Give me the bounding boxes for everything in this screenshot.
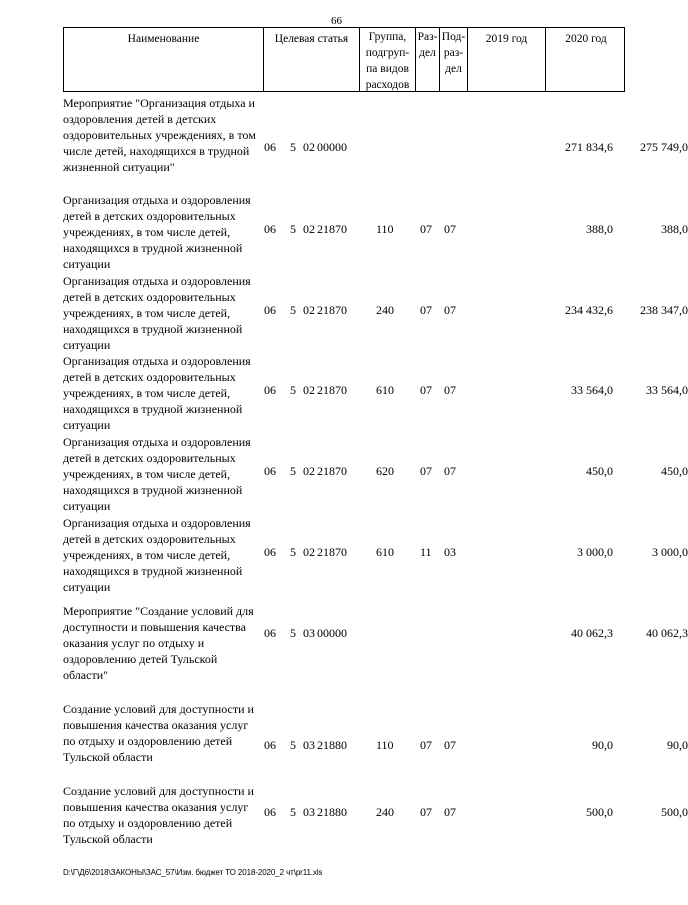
row-t4: 21880 (317, 738, 347, 752)
row-section: 11 (420, 545, 432, 559)
row-v2019: 234 432,6 (565, 303, 613, 317)
row-t2: 5 (290, 464, 296, 478)
row-section: 07 (420, 805, 432, 819)
row-v2019: 271 834,6 (565, 140, 613, 154)
header-name: Наименование (64, 28, 264, 91)
row-v2019: 33 564,0 (571, 383, 613, 397)
row-sub: 07 (444, 303, 456, 317)
row-v2020: 275 749,0 (640, 140, 688, 154)
row-t3: 02 (303, 383, 315, 397)
row-t2: 5 (290, 545, 296, 559)
row-t2: 5 (290, 738, 296, 752)
row-t4: 21870 (317, 383, 347, 397)
row-t3: 02 (303, 464, 315, 478)
row-name: Организация отдыха и оздоровления детей в детских оздоровительных учреждениях, в том числе детей, находящихся в трудной жизненной ситуации (63, 193, 251, 271)
row-t4: 00000 (317, 626, 347, 640)
header-2020: 2020 год (565, 33, 607, 45)
row-v2020: 33 564,0 (646, 383, 688, 397)
row-t1: 06 (264, 303, 276, 317)
row-v2020: 500,0 (661, 805, 688, 819)
row-t2: 5 (290, 383, 296, 397)
row-section: 07 (420, 222, 432, 236)
row-t4: 21870 (317, 545, 347, 559)
row-v2019: 40 062,3 (571, 626, 613, 640)
row-name: Мероприятие "Создание условий для доступности и повышения качества оказания услуг по отдыху и оздоровлению детей Тульской области" (63, 604, 254, 682)
row-v2020: 40 062,3 (646, 626, 688, 640)
row-t4: 21870 (317, 222, 347, 236)
row-v2020: 3 000,0 (652, 545, 688, 559)
page-number: 66 (331, 15, 342, 27)
row-section: 07 (420, 303, 432, 317)
row-t1: 06 (264, 545, 276, 559)
file-path-footer: D:\Г\Д6\2018\ЗАКОНЫ\ЗАС_57\Изм. бюджет ТО 2018-2020_2 чт\pr11.xls (63, 868, 323, 877)
row-t4: 21880 (317, 805, 347, 819)
row-v2019: 500,0 (586, 805, 613, 819)
row-name: Создание условий для доступности и повышения качества оказания услуг по отдыху и оздоровлению детей Тульской области (63, 784, 254, 846)
row-sub: 03 (444, 545, 456, 559)
row-name: Организация отдыха и оздоровления детей в детских оздоровительных учреждениях, в том числе детей, находящихся в трудной жизненной ситуации (63, 516, 251, 594)
row-t1: 06 (264, 626, 276, 640)
row-t4: 21870 (317, 303, 347, 317)
row-group: 110 (376, 222, 394, 236)
header-2019: 2019 год (468, 28, 546, 91)
row-t2: 5 (290, 805, 296, 819)
row-v2020: 450,0 (661, 464, 688, 478)
row-sub: 07 (444, 805, 456, 819)
row-v2019: 450,0 (586, 464, 613, 478)
row-t3: 03 (303, 738, 315, 752)
row-t3: 02 (303, 222, 315, 236)
table-header (63, 27, 625, 92)
row-name: Создание условий для доступности и повышения качества оказания услуг по отдыху и оздоровлению детей Тульской области (63, 702, 254, 764)
row-group: 110 (376, 738, 394, 752)
row-t1: 06 (264, 222, 276, 236)
row-t1: 06 (264, 140, 276, 154)
row-v2020: 238 347,0 (640, 303, 688, 317)
row-t2: 5 (290, 303, 296, 317)
row-t3: 02 (303, 303, 315, 317)
header-section: Раз- дел (416, 28, 440, 91)
row-group: 240 (376, 303, 394, 317)
row-name: Мероприятие "Организация отдыха и оздоровления детей в детских оздоровительных учреждениях, в том числе детей, находящихся в трудной жизненной ситуации" (63, 96, 256, 174)
row-t1: 06 (264, 383, 276, 397)
row-sub: 07 (444, 222, 456, 236)
row-group: 610 (376, 545, 394, 559)
header-target: Целевая статья (264, 28, 360, 91)
row-v2019: 90,0 (592, 738, 613, 752)
row-section: 07 (420, 464, 432, 478)
row-t2: 5 (290, 222, 296, 236)
row-t3: 03 (303, 626, 315, 640)
row-t1: 06 (264, 464, 276, 478)
row-section: 07 (420, 738, 432, 752)
row-group: 610 (376, 383, 394, 397)
row-section: 07 (420, 383, 432, 397)
row-name: Организация отдыха и оздоровления детей в детских оздоровительных учреждениях, в том числе детей, находящихся в трудной жизненной ситуации (63, 435, 251, 513)
row-t2: 5 (290, 140, 296, 154)
row-name: Организация отдыха и оздоровления детей в детских оздоровительных учреждениях, в том числе детей, находящихся в трудной жизненной ситуации (63, 354, 251, 432)
header-subsection: Под- раз- дел (440, 28, 468, 91)
row-group: 620 (376, 464, 394, 478)
row-v2019: 388,0 (586, 222, 613, 236)
row-v2019: 3 000,0 (577, 545, 613, 559)
row-t2: 5 (290, 626, 296, 640)
header-group: Группа, подгруп- па видов расходов (360, 28, 416, 91)
row-t3: 02 (303, 545, 315, 559)
row-name: Организация отдыха и оздоровления детей в детских оздоровительных учреждениях, в том числе детей, находящихся в трудной жизненной ситуации (63, 274, 251, 352)
row-t3: 02 (303, 140, 315, 154)
row-t4: 21870 (317, 464, 347, 478)
row-v2020: 90,0 (667, 738, 688, 752)
row-v2020: 388,0 (661, 222, 688, 236)
row-sub: 07 (444, 738, 456, 752)
row-group: 240 (376, 805, 394, 819)
row-t4: 00000 (317, 140, 347, 154)
row-t3: 03 (303, 805, 315, 819)
row-sub: 07 (444, 383, 456, 397)
row-t1: 06 (264, 805, 276, 819)
row-sub: 07 (444, 464, 456, 478)
row-t1: 06 (264, 738, 276, 752)
